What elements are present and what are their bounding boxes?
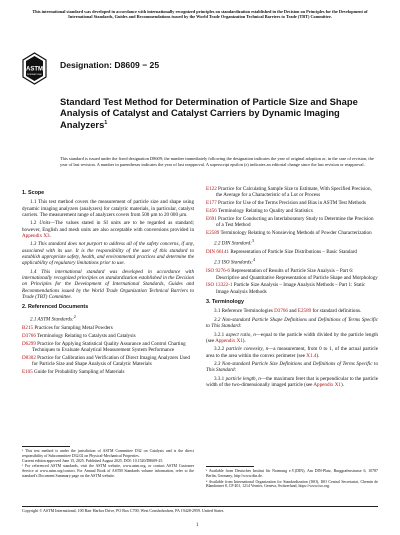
section-heading-scope: 1. Scope [22,190,45,196]
reference-item: D6299 Practice for Applying Statistical Quality Assurance and Control Charting Techniques to Evaluate Analytical Measurement System Performance [22,340,186,353]
paragraph-1-4: 1.4 This international standard was developed in accordance with internationally recognized principles on standardization established in the Decision on Principles for the Development of International Standards, Guides and Recommendations issued by the World Trade Organization Technical Barriers to Trade (TBT) Committee. [22,268,194,301]
document-title: Standard Test Method for Determination of Particle Size and Shape Analysis of Catalyst and Catalyst Carriers by Dynamic Imaging Analyzers$^1$ [60,96,358,131]
astm-reference-list-continued [206,186,378,236]
reference-code-link[interactable]: E177 [206,200,217,207]
reference-item: E122 Practice for Calculating Sample Size to Estimate, With Specified Precision, the Average for a Characteristic of a Lot or Process [206,186,372,199]
footnote-divider [22,446,70,447]
reference-code-link[interactable]: D6299 [22,340,36,347]
issued-note: This standard is issued under the fixed designation D8609; the number immediately following the designation indicates the year of original adoption or, in the case of revision, the year of last revision. A number in parentheses indicates the year of last reapproval. A superscript epsilon (ε) indicates an editorial change since the last revision or reapproval. [60,156,374,167]
reference-code-link[interactable]: E691 [206,215,217,222]
svg-text:INTERNATIONAL: INTERNATIONAL [27,74,42,76]
reference-item: E2589 Terminology Relating to Nonsieving Methods of Powder Characterization [206,230,372,237]
international-standard-notice: This international standard was developed in accordance with internationally recognized principles on standardization established in the Decision on Principles for the Development of International Standards, Guides and Recommendations issued by the World Trade Organization Technical Barriers to Trade (TBT) Committee. [32,9,368,20]
paragraph-3-2: 3.2 Non-standard Particle Shape Definitions and Definitions of Terms Specific to This Standard: [206,316,378,330]
footnote-2: ² For referenced ASTM standards, visit the ASTM website, www.astm.org, or contact ASTM Customer Service at www.astm.org/contact. For Annual Book of ASTM Standards volume information, refer to the standard's Document Summary page on the ASTM website. [22,464,194,478]
e2589-link[interactable]: E2589 [297,308,312,315]
reference-code-link[interactable]: ISO 9276-6 [206,268,230,275]
astm-logo [22,52,47,85]
reference-item: E177 Practice for Use of the Terms Precision and Bias in ASTM Test Methods [206,200,366,207]
reference-code-link[interactable]: E122 [206,186,217,192]
paragraph-2-3: 2.3 ISO Standards:$^4$ [214,257,256,266]
reference-code-link[interactable]: E105 [22,368,33,375]
din-reference-item: DIN 66141 Representation of Particle Size Distributions – Basic Standard [206,249,357,256]
footer-divider [22,506,378,507]
paragraph-1-3: 1.3 This standard does not purport to address all of the safety concerns, if any, associated with its use. It is the responsibility of the user of this standard to establish appropriate safety, health, and environmental practices and determine the applicability of regulatory limitations prior to use. [22,241,194,267]
footnote-4: ⁴ Available from International Organization for Standardization (ISO), ISO Central Secretariat, Chemin de Blandonnet 8, CP 401, 1214 Vernier, Geneva, Switzerland, https://www.iso.org. [206,479,378,489]
iso-reference-item: ISO 9276-6 Representation of Results of Particle Size Analysis – Part 6: Descriptive and Quantitative Representation of Particle Shape and Morphology [206,268,378,281]
section-heading-terminology: 3. Terminology [206,299,244,306]
d3766-link[interactable]: D3766 [274,308,288,315]
reference-item: E105 Guide for Probability Sampling of Materials [22,368,125,375]
paragraph-2-2: 2.2 DIN Standard:$^3$ [214,238,254,247]
reference-code-link[interactable]: DIN 66141 [206,249,230,256]
paragraph-3-1: 3.1 Reference Terminologies D3766 and E2589 for standard definitions. [214,308,362,315]
iso-reference-item: ISO 13322-1 Particle Size Analysis – Image Analysis Methods – Part 1: Static Image Analysis Methods [206,282,366,295]
x1-4-link[interactable]: X1.4 [306,352,317,359]
paragraph-3-2-1: 3.2.1 aspect ratio, n—equal to the particle width divided by the particle length (see Appendix X1). [206,331,378,344]
appendix-x1-link[interactable]: Appendix X1 [313,382,341,389]
reference-item: D8302 Practice for Calibration and Verification of Direct Imaging Analyzers Used for Particle Size and Shape Analysis of Catalytic Materials [22,354,190,368]
paragraph-1-1: 1.1 This test method covers the measurement of particle size and shape using dynamic imaging analyzers (analyzers) for catalytic materials, in particular, catalyst carriers. The measurement range of analyzers covers from 500 µm to 20 000 µm. [22,199,194,218]
reference-item: E456 Terminology Relating to Quality and Statistics [206,208,313,215]
copyright-footer: Copyright © ASTM International, 100 Barr Harbor Drive, PO Box C700, West Conshohocken, PA 19428-2959. United States [22,508,224,513]
reference-code-link[interactable]: B215 [22,324,34,331]
section-heading-referenced-documents: 2. Referenced Documents [22,304,89,311]
reference-code-link[interactable]: E2589 [206,230,220,237]
footnote-3: ³ Available from Deutsches Institut für Normung e.V.(DIN), Am DIN-Platz, Burggrafenstrasse 6, 10787 Berlin, Germany, http://www.din.de. ⁴ Available from International Organization for Standardization (ISO), ISO Central Secretariat, Chemin de Blandonnet 8, CP 401, 1214 Vernier, Geneva, Switzerland, https://www.iso.org. [206,469,378,489]
reference-item: D3766 Terminology Relating to Catalysts and Catalysis [22,332,136,339]
reference-code-link[interactable]: ISO 13322-1 [206,282,233,289]
reference-item: E691 Practice for Conducting an Interlaboratory Study to Determine the Precision of a Test Method [206,215,374,229]
right-column [206,186,378,391]
paragraph-2-1: 2.1 ASTM Standards:$^2$ [30,313,76,323]
reference-item: B215 Practices for Sampling Metal Powders [22,324,113,331]
paragraph-3-3-1: 3.3.1 particle length, n—the maximum feret that is perpendicular to the particle width of the two-dimensionally imaged particle (see Appendix X1). [206,375,378,389]
appendix-x1-link[interactable]: Appendix X1 [215,337,243,344]
astm-reference-list [22,325,194,375]
footnote-1: ¹ This test method is under the jurisdiction of ASTM Committee D32 on Catalysts and is the direct responsibility of Subcommittee D32.02 on Physical-Mechanical Properties. Current edition approved June 15, 2025. Published August 2025. DOI: 10.1520/D8609-25. ² For referenced ASTM standards, visit the ASTM website, www.astm.org, or contact ASTM Customer Service at www.astm.org/contact. For Annual Book of ASTM Standards volume information, refer to the standard's Document Summary page on the ASTM website. [22,449,194,478]
svg-text:ASTM: ASTM [26,66,43,73]
reference-code-link[interactable]: E456 [206,208,217,215]
paragraph-3-3: 3.3 Non-standard Particle Size Definitions and Definitions of Terms Specific to This Standard: [206,361,378,374]
page-number: 1 [196,523,199,528]
paragraph-1-2: 1.2 Units—The values stated in SI units are to be regarded as standard; however, English and mesh units are also acceptable with conversions provided in Appendix X3. [22,220,195,239]
footnote-divider [206,466,254,467]
paragraph-3-2-2: 3.2.2 particle convexity, n—a measurement, from 0 to 1, of the actual particle area to the area within the convex perimeter (see X1.4). [206,346,378,359]
reference-code-link[interactable]: D3766 [22,332,36,339]
appendix-x3-link[interactable]: Appendix X3 [22,232,50,239]
left-column [22,186,194,377]
reference-code-link[interactable]: D8302 [22,354,36,361]
designation: Designation: D8609 − 25 [60,60,160,70]
